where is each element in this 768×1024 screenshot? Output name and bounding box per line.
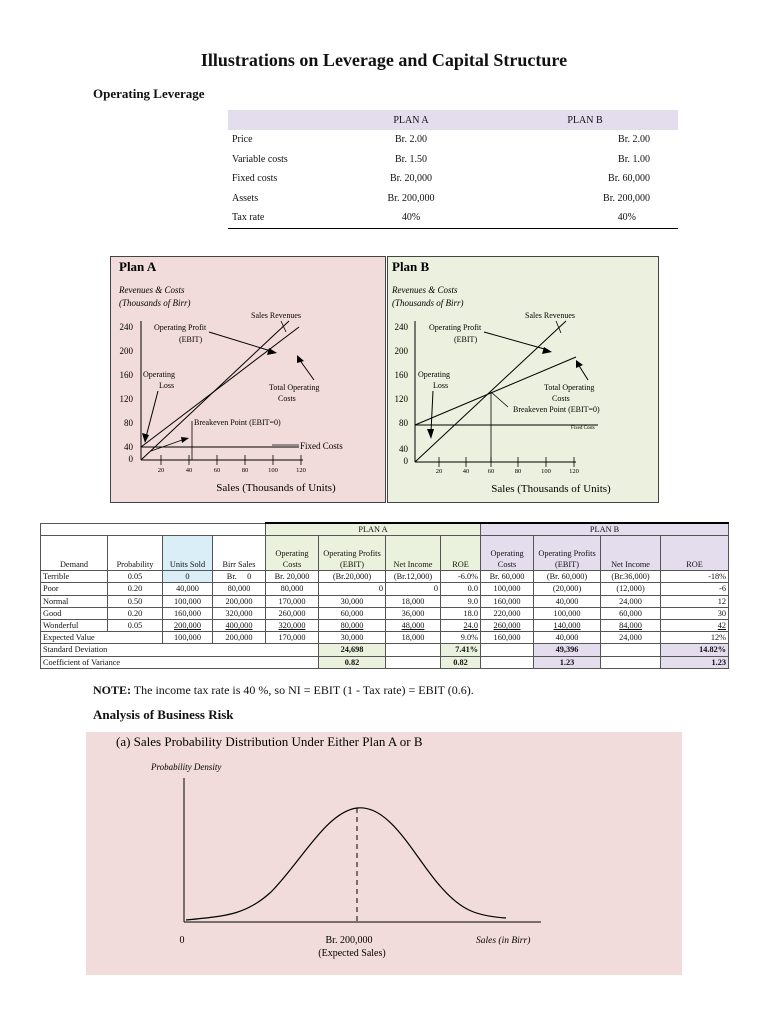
info-plan-b-value: 40% [492,208,678,228]
cell-a-roe: 9.0 [441,595,481,607]
plan-info-table [228,110,678,229]
cell-b-ebit: (20,000) [534,583,601,595]
y-tick-label: 200 [394,346,408,356]
expected-sales-value: Br. 200,000 [325,935,373,946]
y-tick-label: 0 [128,454,133,464]
cell-a-ni: 48,000 [386,619,441,631]
cell-expected-b-roe: 12% [661,632,729,644]
cell-a-roe: -6.0% [441,571,481,583]
cell-expected-label: Expected Value [41,632,163,644]
header-plan-a: PLAN A [266,523,481,536]
x-tick-label: 80 [241,467,249,474]
plan-b-chart-panel [387,256,659,503]
distribution-ylabel: Probability Density [151,762,222,772]
cell-a-ebit: 60,000 [319,607,386,619]
cell-empty [481,656,534,668]
table-row [41,595,729,607]
plan-a-ylabel-2: (Thousands of Birr) [119,298,191,308]
sales-distribution-panel [86,732,682,975]
cell-demand: Wonderful [41,619,108,631]
info-header-empty [228,110,330,130]
col-a-ebit: Operating Profits (EBIT) [319,536,386,571]
cell-empty [386,656,441,668]
info-plan-b-value: Br. 2.00 [618,134,650,146]
x-tick-label: 100 [541,468,551,475]
cell-a-ni: 36,000 [386,607,441,619]
table-row [41,583,729,595]
x-tick-label: 40 [185,467,193,474]
label-operating-loss-2: Loss [159,381,175,390]
cell-cv-a-roe: 0.82 [441,656,481,668]
plan-a-ylabel-1: Revenues & Costs [119,285,185,295]
cell-probability: 0.50 [108,595,163,607]
info-label: Fixed costs [232,173,278,185]
business-risk-table [40,522,729,669]
cell-b-ni: 60,000 [601,607,661,619]
expected-value-row [41,632,729,644]
y-tick-label: 120 [394,394,408,404]
y-tick-label: 80 [124,418,133,428]
info-label: Variable costs [232,153,288,165]
info-plan-b-value: Br. 60,000 [608,173,650,185]
plan-b-title: Plan B [392,259,430,274]
distribution-xlabel: Sales (in Birr) [476,936,531,946]
cell-b-ebit: 100,000 [534,607,601,619]
cell-demand: Terrible [41,571,108,583]
cell-sales: 80,000 [213,583,266,595]
label-total-operating-costs-2: Costs [278,394,296,403]
cell-probability: 0.20 [108,607,163,619]
label-operating-profit: Operating Profit [154,323,207,332]
y-tick-label: 40 [399,444,408,454]
x-tick-label: 60 [487,468,495,475]
cell-sales: 200,000 [213,595,266,607]
info-row [228,130,678,150]
label-operating-loss-1: Operating [143,370,175,379]
cell-demand: Poor [41,583,108,595]
label-total-operating-costs-1: Total Operating [269,383,320,392]
table-row [41,607,729,619]
x-tick-label: 20 [157,467,165,474]
cell-a-ebit: (Br.20,000) [319,571,386,583]
cell-b-ni: 24,000 [601,595,661,607]
cell-b-roe: -18% [661,571,729,583]
cell-expected-sales: 200,000 [213,632,266,644]
cell-b-roe: 12 [661,595,729,607]
x-tick-label: 120 [296,467,306,474]
info-label: Price [232,134,253,146]
plan-b-ylabel-2: (Thousands of Birr) [392,298,464,308]
y-tick-label: 200 [119,346,133,356]
cell-a-costs: 170,000 [266,595,319,607]
x-tick-label: 100 [268,467,278,474]
label-sales-revenues: Sales Revenues [251,311,301,320]
cell-b-costs: 100,000 [481,583,534,595]
col-b-ebit: Operating Profits (EBIT) [534,536,601,571]
cell-expected-b-ni: 24,000 [601,632,661,644]
col-birr-sales: Birr Sales [213,536,266,571]
x-tick-label: 120 [569,468,579,475]
cell-b-costs: 260,000 [481,619,534,631]
plan-b-ylabel-1: Revenues & Costs [392,285,458,295]
label-total-operating-costs-2: Costs [552,394,570,403]
header-spacer [41,523,266,536]
y-tick-label: 80 [399,418,408,428]
col-units-sold: Units Sold [163,536,213,571]
cell-probability: 0.20 [108,583,163,595]
label-operating-loss-2: Loss [433,381,449,390]
info-plan-a-value: 40% [330,208,492,228]
cell-b-roe: -6 [661,583,729,595]
expected-sales-label: (Expected Sales) [318,948,386,959]
col-demand: Demand [41,536,108,571]
plan-b-chart [388,257,660,504]
y-tick-label: 0 [403,456,408,466]
cell-units: 0 [163,571,213,583]
cell-cv-b-roe: 1.23 [661,656,729,668]
cell-empty [601,644,661,656]
cell-a-ebit: 80,000 [319,619,386,631]
cell-a-ni: 0 [386,583,441,595]
y-tick-label: 160 [119,370,133,380]
normal-curve [186,808,506,920]
cell-std-b-roe: 14.82% [661,644,729,656]
cell-sales: Br. 0 [213,571,266,583]
col-a-net-income: Net Income [386,536,441,571]
info-plan-a-value: Br. 2.00 [395,134,427,146]
cell-b-ni: 84,000 [601,619,661,631]
label-total-operating-costs-1: Total Operating [544,383,595,392]
cell-std-a-roe: 7.41% [441,644,481,656]
label-operating-loss-1: Operating [418,370,450,379]
label-fixed-costs: Fixed Costs [571,426,595,431]
y-tick-label: 40 [124,442,133,452]
std-dev-row [41,644,729,656]
cell-expected-b-ebit: 40,000 [534,632,601,644]
plan-a-xlabel: Sales (Thousands of Units) [216,482,336,494]
cell-units: 200,000 [163,619,213,631]
y-tick-label: 240 [119,322,133,332]
info-plan-b-value: Br. 1.00 [618,153,650,165]
cell-b-roe: 30 [661,607,729,619]
col-b-net-income: Net Income [601,536,661,571]
label-ebit: (EBIT) [179,335,203,344]
cell-probability: 0.05 [108,619,163,631]
cell-b-ebit: 140,000 [534,619,601,631]
table-row [41,571,729,583]
cell-expected-a-roe: 9.0% [441,632,481,644]
table-row [41,619,729,631]
cell-a-costs: 260,000 [266,607,319,619]
info-header-plan-b: PLAN B [492,110,678,130]
section-heading-operating-leverage: Operating Leverage [93,86,205,101]
cell-b-ni: (12,000) [601,583,661,595]
label-operating-profit: Operating Profit [429,323,482,332]
sales-distribution-chart [86,732,682,975]
cell-a-roe: 24.0 [441,619,481,631]
info-row [228,169,678,189]
cv-row [41,656,729,668]
cell-std-label: Standard Deviation [41,644,319,656]
cell-expected-a-ebit: 30,000 [319,632,386,644]
plan-a-title: Plan A [119,259,157,274]
info-header-plan-a: PLAN A [330,110,492,130]
info-label: Assets [232,192,259,204]
cell-std-b-ebit: 49,396 [534,644,601,656]
cell-empty [386,644,441,656]
cell-cv-b-ebit: 1.23 [534,656,601,668]
info-row [228,208,678,228]
cell-demand: Normal [41,595,108,607]
cell-cv-a-ebit: 0.82 [319,656,386,668]
cell-b-costs: 160,000 [481,595,534,607]
y-tick-label: 160 [394,370,408,380]
info-plan-b-value: Br. 200,000 [603,192,650,204]
plan-a-chart [111,257,387,504]
distribution-title: (a) Sales Probability Distribution Under Either Plan A or B [116,734,423,749]
x-tick-label: 60 [213,467,221,474]
cell-empty [601,656,661,668]
x-tick-label: 40 [462,468,470,475]
label-fixed-costs: Fixed Costs [300,441,343,451]
page-title: Illustrations on Leverage and Capital Structure [200,50,568,70]
cell-a-ebit: 0 [319,583,386,595]
cell-a-costs: Br. 20,000 [266,571,319,583]
plan-a-chart-panel [110,256,386,503]
cell-b-roe: 42 [661,619,729,631]
label-breakeven-point: Breakeven Point (EBIT=0) [194,418,281,427]
cell-a-ni: 18,000 [386,595,441,607]
x-tick-label: 20 [435,468,443,475]
cell-sales: 400,000 [213,619,266,631]
cell-b-costs: 220,000 [481,607,534,619]
label-ebit: (EBIT) [454,335,478,344]
info-label: Tax rate [228,208,330,228]
cell-a-roe: 0.0 [441,583,481,595]
info-plan-a-value: Br. 20,000 [390,173,432,185]
cell-std-a-ebit: 24,698 [319,644,386,656]
cell-units: 160,000 [163,607,213,619]
cell-b-ebit: (Br. 60,000) [534,571,601,583]
cell-b-ni: (Br.36,000) [601,571,661,583]
cell-expected-b-costs: 160,000 [481,632,534,644]
tax-note [93,683,474,698]
info-plan-a-value: Br. 1.50 [395,153,427,165]
cell-a-costs: 80,000 [266,583,319,595]
label-sales-revenues: Sales Revenues [525,311,575,320]
cell-empty [481,644,534,656]
cell-expected-a-costs: 170,000 [266,632,319,644]
cell-a-ni: (Br.12,000) [386,571,441,583]
info-row [228,150,678,170]
cell-b-ebit: 40,000 [534,595,601,607]
col-b-roe: ROE [661,536,729,571]
col-a-operating-costs: Operating Costs [266,536,319,571]
cell-b-costs: Br. 60,000 [481,571,534,583]
label-breakeven-point: Breakeven Point (EBIT=0) [513,405,600,414]
cell-a-costs: 320,000 [266,619,319,631]
col-a-roe: ROE [441,536,481,571]
col-probability: Probability [108,536,163,571]
section-heading-business-risk: Analysis of Business Risk [93,707,234,722]
cell-cv-label: Coefficient of Variance [41,656,319,668]
cell-probability: 0.05 [108,571,163,583]
header-plan-b: PLAN B [481,523,729,536]
info-plan-a-value: Br. 200,000 [387,192,435,204]
cell-units: 40,000 [163,583,213,595]
origin-label: 0 [179,935,185,946]
y-tick-label: 240 [394,322,408,332]
cell-units: 100,000 [163,595,213,607]
cell-a-roe: 18.0 [441,607,481,619]
cell-sales: 320,000 [213,607,266,619]
plan-b-xlabel: Sales (Thousands of Units) [491,483,611,495]
x-tick-label: 80 [514,468,522,475]
col-b-operating-costs: Operating Costs [481,536,534,571]
cell-expected-units: 100,000 [163,632,213,644]
info-row [228,189,678,209]
y-tick-label: 120 [119,394,133,404]
note-label: NOTE: [93,683,132,697]
cell-expected-a-ni: 18,000 [386,632,441,644]
cell-a-ebit: 30,000 [319,595,386,607]
note-text: The income tax rate is 40 %, so NI = EBIT (1 - Tax rate) = EBIT (0.6). [131,683,474,697]
cell-demand: Good [41,607,108,619]
